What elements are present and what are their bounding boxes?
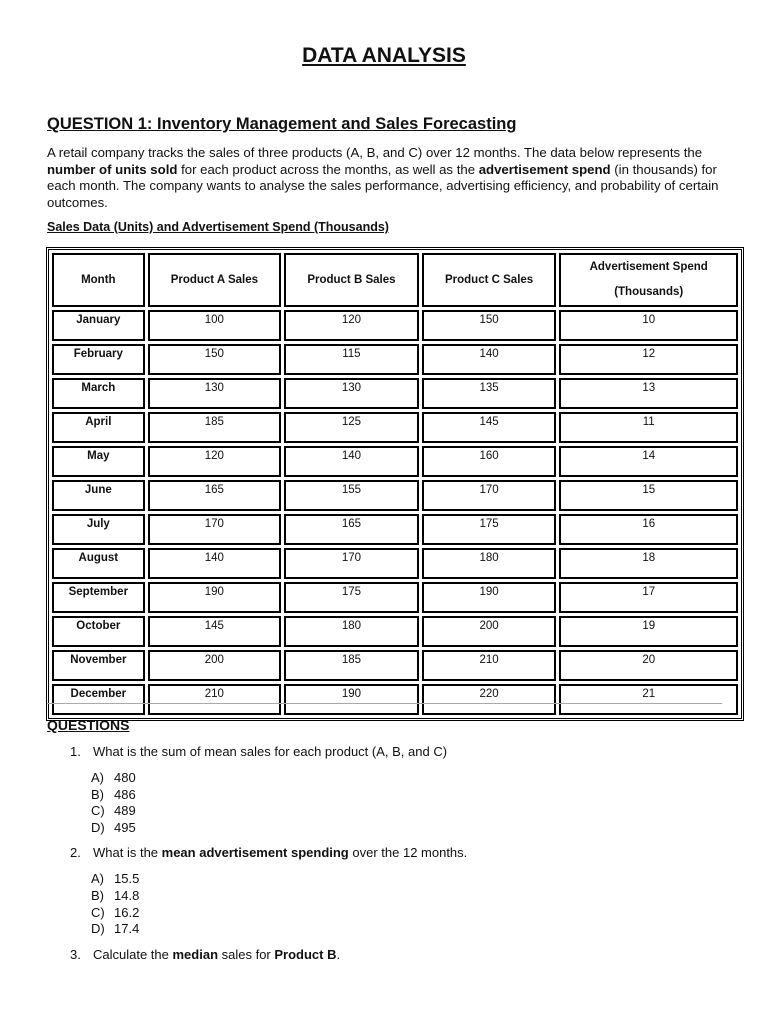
- product-b-cell: 190: [284, 684, 419, 715]
- answer-option: C) 16.2: [91, 904, 140, 920]
- product-c-cell: 170: [422, 480, 557, 511]
- product-a-cell: 100: [148, 310, 281, 341]
- product-a-cell: 130: [148, 378, 281, 409]
- question-item: [70, 845, 468, 862]
- document-title: DATA ANALYSIS: [302, 44, 466, 67]
- product-a-cell: 120: [148, 446, 281, 477]
- header-product-a: Product A Sales: [148, 253, 281, 307]
- answer-option: A) 15.5: [91, 871, 140, 887]
- month-cell: April: [52, 412, 145, 443]
- product-c-cell: 140: [422, 344, 557, 375]
- ad-spend-cell: 17: [559, 582, 738, 613]
- question-text: Calculate the median sales for Product B.: [93, 946, 341, 962]
- table-row: [52, 582, 738, 613]
- product-b-cell: 165: [284, 514, 419, 545]
- answer-option: B) 486: [91, 786, 136, 802]
- product-b-cell: 130: [284, 378, 419, 409]
- table-row: [52, 446, 738, 477]
- month-cell: November: [52, 650, 145, 681]
- table-row: [52, 684, 738, 715]
- product-b-cell: 185: [284, 650, 419, 681]
- table-row: [52, 378, 738, 409]
- product-a-cell: 210: [148, 684, 281, 715]
- ad-spend-cell: 10: [559, 310, 738, 341]
- answer-options: [91, 770, 139, 836]
- table-row: [52, 650, 738, 681]
- question-item: [70, 946, 341, 964]
- product-b-cell: 175: [284, 582, 419, 613]
- question-list: [70, 744, 468, 978]
- product-c-cell: 135: [422, 378, 557, 409]
- question1-heading: QUESTION 1: Inventory Management and Sales Forecasting: [47, 115, 517, 133]
- question-text: What is the sum of mean sales for each product (A, B, and C): [93, 744, 448, 759]
- answer-options: [91, 871, 139, 937]
- product-c-cell: 160: [422, 446, 557, 477]
- ad-spend-cell: 13: [559, 378, 738, 409]
- product-c-cell: 180: [422, 548, 557, 579]
- product-a-cell: 140: [148, 548, 281, 579]
- answer-option: C) 489: [91, 803, 136, 819]
- table-row: [52, 412, 738, 443]
- question-number: 2.: [70, 845, 81, 861]
- question-number: 1.: [70, 744, 81, 759]
- month-cell: August: [52, 548, 145, 579]
- questions-heading: QUESTIONS: [47, 717, 130, 733]
- sales-data-table: [46, 247, 744, 721]
- month-cell: May: [52, 446, 145, 477]
- question-number: 3.: [70, 946, 81, 962]
- table-title: Sales Data (Units) and Advertisement Spend (Thousands): [47, 220, 389, 234]
- divider: [47, 703, 722, 704]
- month-cell: December: [52, 684, 145, 715]
- ad-spend-cell: 16: [559, 514, 738, 545]
- month-cell: March: [52, 378, 145, 409]
- product-a-cell: 200: [148, 650, 281, 681]
- month-cell: June: [52, 480, 145, 511]
- product-c-cell: 145: [422, 412, 557, 443]
- product-b-cell: 120: [284, 310, 419, 341]
- intro-paragraph: A retail company tracks the sales of three products (A, B, and C) over 12 months. The data below represents the number of units sold for each product across the months, as well as the advertisement spend (in thousands) for each month. The company wants to analyse the sales performance, advertising efficiency, and probability of certain outcomes.: [47, 145, 719, 210]
- ad-spend-cell: 20: [559, 650, 738, 681]
- table-header-row: [52, 253, 738, 307]
- month-cell: September: [52, 582, 145, 613]
- product-a-cell: 170: [148, 514, 281, 545]
- product-b-cell: 180: [284, 616, 419, 647]
- answer-option: D) 495: [91, 819, 136, 835]
- product-c-cell: 175: [422, 514, 557, 545]
- ad-spend-cell: 14: [559, 446, 738, 477]
- question-text: What is the mean advertisement spending over the 12 months.: [93, 845, 468, 861]
- table-row: [52, 344, 738, 375]
- header-ad-spend: Advertisement Spend (Thousands): [559, 253, 738, 307]
- product-b-cell: 115: [284, 344, 419, 375]
- answer-option: D) 17.4: [91, 921, 140, 937]
- product-a-cell: 165: [148, 480, 281, 511]
- product-c-cell: 200: [422, 616, 557, 647]
- product-c-cell: 190: [422, 582, 557, 613]
- month-cell: February: [52, 344, 145, 375]
- product-b-cell: 170: [284, 548, 419, 579]
- product-a-cell: 185: [148, 412, 281, 443]
- table-row: [52, 310, 738, 341]
- answer-option: B) 14.8: [91, 887, 140, 903]
- product-c-cell: 210: [422, 650, 557, 681]
- ad-spend-cell: 19: [559, 616, 738, 647]
- month-cell: July: [52, 514, 145, 545]
- product-a-cell: 150: [148, 344, 281, 375]
- ad-spend-cell: 11: [559, 412, 738, 443]
- table-row: [52, 616, 738, 647]
- ad-spend-cell: 12: [559, 344, 738, 375]
- product-b-cell: 125: [284, 412, 419, 443]
- product-a-cell: 145: [148, 616, 281, 647]
- product-b-cell: 155: [284, 480, 419, 511]
- table-row: [52, 480, 738, 511]
- ad-spend-cell: 21: [559, 684, 738, 715]
- product-b-cell: 140: [284, 446, 419, 477]
- product-c-cell: 220: [422, 684, 557, 715]
- month-cell: January: [52, 310, 145, 341]
- ad-spend-cell: 15: [559, 480, 738, 511]
- table-row: [52, 548, 738, 579]
- product-a-cell: 190: [148, 582, 281, 613]
- header-product-b: Product B Sales: [284, 253, 419, 307]
- header-product-c: Product C Sales: [422, 253, 557, 307]
- table-row: [52, 514, 738, 545]
- answer-option: A) 480: [91, 770, 136, 785]
- month-cell: October: [52, 616, 145, 647]
- question-item: [70, 744, 448, 761]
- ad-spend-cell: 18: [559, 548, 738, 579]
- product-c-cell: 150: [422, 310, 557, 341]
- header-month: Month: [52, 253, 145, 307]
